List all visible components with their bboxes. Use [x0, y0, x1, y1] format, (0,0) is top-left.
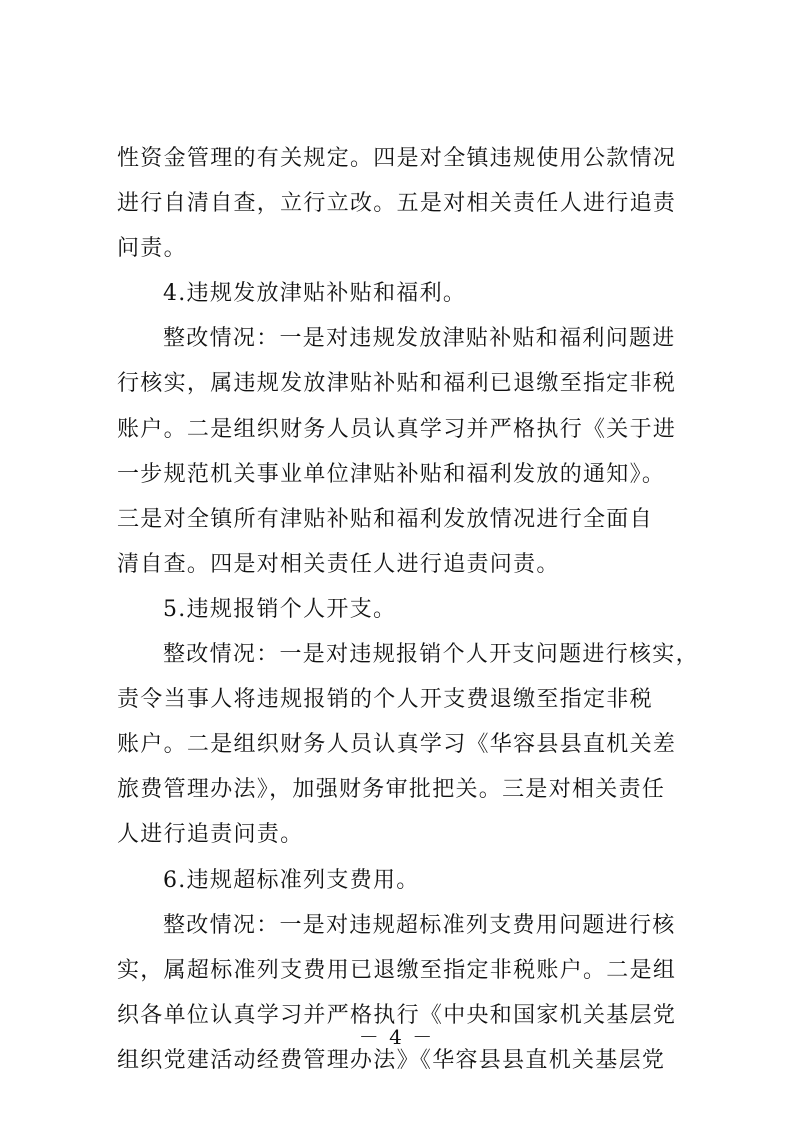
- document-body: [117, 136, 699, 1083]
- paragraph-line: 整改情况：一是对违规发放津贴补贴和福利问题进: [163, 326, 676, 352]
- section-heading: 5.违规报销个人开支。: [163, 596, 397, 622]
- section-heading: 6.违规超标准列支费用。: [163, 867, 420, 893]
- paragraph-line: 清自查。四是对相关责任人进行追责问责。: [117, 551, 560, 577]
- paragraph-line: 性资金管理的有关规定。四是对全镇违规使用公款情况: [117, 146, 677, 171]
- page-number: － 4 －: [358, 1025, 435, 1049]
- paragraph-line: 一步规范机关事业单位津贴补贴和福利发放的通知》。: [117, 461, 666, 487]
- paragraph-line: 人进行追责问责。: [117, 822, 304, 848]
- section-heading: 4.违规发放津贴补贴和福利。: [163, 281, 467, 307]
- paragraph-line: 织各单位认真学习并严格执行《中央和国家机关基层党: [117, 1002, 677, 1028]
- paragraph-line: 旅费管理办法》，加强财务审批把关。三是对相关责任: [117, 777, 666, 803]
- paragraph-line: 进行自清自查，立行立改。五是对相关责任人进行追责: [117, 191, 677, 217]
- paragraph-line: 问责。: [117, 236, 187, 262]
- paragraph-line: 账户。二是组织财务人员认真学习并严格执行《关于进: [117, 416, 677, 442]
- paragraph-line: 三是对全镇所有津贴补贴和福利发放情况进行全面自: [117, 506, 653, 532]
- paragraph-line: 行核实，属违规发放津贴补贴和福利已退缴至指定非税: [117, 371, 677, 397]
- paragraph-line: 整改情况：一是对违规报销个人开支问题进行核实，: [163, 642, 699, 668]
- paragraph-line: 组织党建活动经费管理办法》《华容县县直机关基层党: [117, 1047, 666, 1073]
- paragraph-line: 责令当事人将违规报销的个人开支费退缴至指定非税: [117, 687, 653, 713]
- paragraph-line: 账户。二是组织财务人员认真学习《华容县县直机关差: [117, 732, 677, 758]
- paragraph-line: 整改情况：一是对违规超标准列支费用问题进行核: [163, 912, 676, 938]
- paragraph-line: 实，属超标准列支费用已退缴至指定非税账户。二是组: [117, 957, 677, 983]
